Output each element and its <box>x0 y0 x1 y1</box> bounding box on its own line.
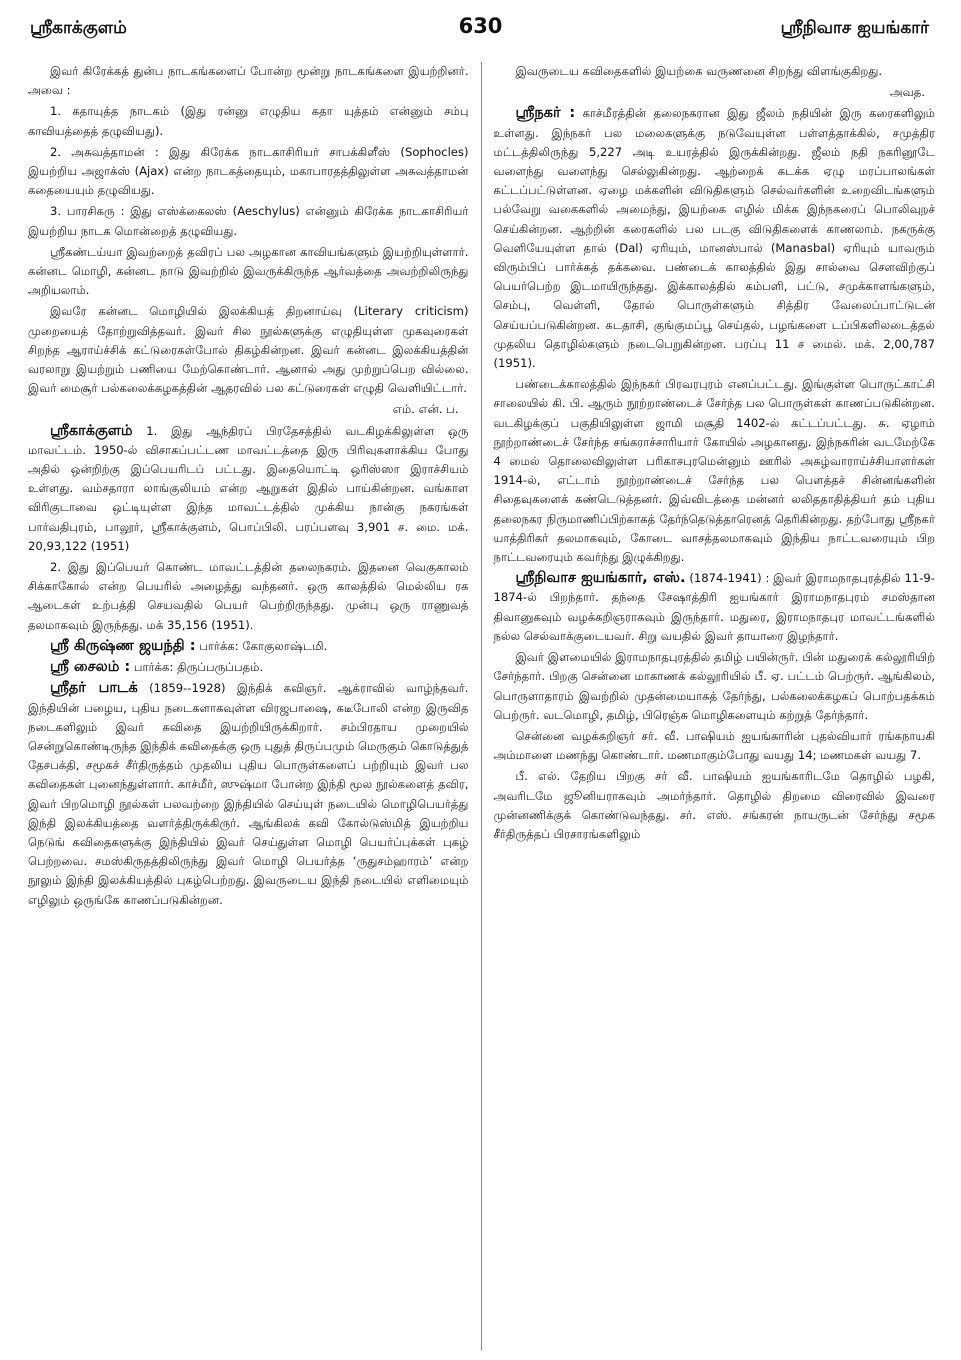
entry-headword: ஸ்ரீ கிருஷ்ண ஜயந்தி : <box>50 637 196 654</box>
entry-paragraph <box>494 569 936 646</box>
paragraph-text: 2. அசுவத்தாமன் : இது கிரேக்க நாடகாசிரியர் சாபக்கிளீஸ் (Sophocles) இயற்றிய அஜாக்ஸ் (Ajax) என்ற நாடகத்தையும், மகாபாரதத்திலுள்ள அசுவத்தாமன் கதையையும் தழுவியது. <box>28 144 469 198</box>
body-paragraph <box>28 202 469 240</box>
paragraph-text: பார்க்க: திருப்பருப்பதம். <box>130 660 264 675</box>
paragraph-text: ஸ்ரீகண்டய்யா இவற்றைத் தவிரப் பல அழகான காவியங்களும் இயற்றியுள்ளார். கன்னட மொழி, கன்னட நாடு இவற்றில் இவருக்கிருந்த ஆர்வத்தை அவற்றிலிருந்து அறியலாம். <box>28 244 469 298</box>
header-left-keyword: ஸ்ரீகாக்குளம் <box>30 18 127 38</box>
text-columns <box>28 62 935 1350</box>
entry-paragraph <box>28 658 469 677</box>
body-paragraph <box>28 558 469 635</box>
entry-headword: ஸ்ரீகாக்குளம் <box>50 422 133 439</box>
body-paragraph <box>28 143 469 201</box>
paragraph-text: சென்னை வழக்கறிஞர் சர். வீ. பாஷியம் ஐயங்காரின் புதல்வியார் ரங்கநாயகி அம்மாளை மணந்து கொண்டார். மணமாகும்போது வயது 14; மணமகள் வயது 7. <box>493 728 935 763</box>
entry-paragraph <box>28 422 469 556</box>
author-signature <box>28 400 469 419</box>
page-header <box>22 14 939 48</box>
right-column <box>482 62 936 1350</box>
paragraph-text: இவர் இளமையில் இராமநாதபுரத்தில் தமிழ் பயின்ருர். பின் மதுரைக் கல்லூரியிற் சேர்ந்தார். பிறகு சென்னை மாகாணக் கல்லூரியில் பீ. ஏ. பட்டம் பெற்ருர். ஆங்கிலம், பொருளாதாரம் இவற்றில் முதன்மையாகத் தேர்ந்து, பல்கலைக்கழகப் பொற்பதக்கம் பெற்ருர். வடமொழி, தமிழ், பிரெஞ்சு மொழிகளையும் கற்றுத் தேர்ந்தார். <box>493 650 935 722</box>
body-paragraph <box>494 727 936 765</box>
body-paragraph <box>28 62 469 100</box>
body-paragraph <box>28 243 469 301</box>
left-column <box>28 62 482 1350</box>
paragraph-text: காச்மீரத்தின் தலைநகரான இது ஜீலம் நதியின் இரு கரைகளிலும் உள்ளது. இந்நகர் பல மலைகளுக்கு நடுவேயுள்ள பள்ளத்தாக்கில், சமுத்திர மட்டத்திலிருந்து 5,227 அடி உயரத்தில் இருக்கின்றது. ஜீலம் நதி நகரினூடே வளைந்து வளைந்து செல்லுகின்றது. ஆற்றைக் கடக்க ஏழு மரப்பாலங்கள் கட்டப்பட்டுள்ளன. ஏழை மக்களின் விடுதிகளும் செல்வர்களின் உறைவிடங்களும் பல்வேறு வகைகளில் அமைந்து, இயற்கை எழில் மிக்க இந்நகரைப் பொலிவுறச் செய்கின்றன. ஆற்றின் கரைகளில் பல படகு விடுதிகளைக் காணலாம். நகருக்கு வெளியேயுள்ள தால் (Dal) ஏரியும், மானஸ்பால் (Manasbal) ஏரியும் யாவரும் விரும்பிப் பார்க்கத் தக்கவை. பண்டைக் காலத்தில் இது சால்வை செளவிற்குப் பெயர்பெற்ற இடமாயிருந்தது. இக்காலத்தில் கம்பளி, பட்டு, சமுக்காளங்களும், செம்பு, வெள்ளி, தோல் பொருள்களும் சித்திர வேலைப்பாட்டுடன் செய்யப்படுகின்றன. கடதாசி, குங்குமப்பூ செய்தல், பழங்களை டப்பிகளிலடைத்தல் முதலிய தொழில்களும் நடைபெறுகின்றன. பரப்பு 11 ச மைல். மக். 2,00,787 (1951). <box>493 106 935 371</box>
paragraph-text: பார்க்க: கோகுலாஷ்டமி. <box>195 638 328 653</box>
body-paragraph <box>494 62 936 81</box>
paragraph-text: (1859--1928) இந்திக் கவிஞர். ஆக்ராவில் வாழ்ந்தவர். இந்தியின் பழைய, புதிய நடைகளாகவுள்ள விரஜபாஷை, கடீபோலி என்ற இருவித நடைகளிலும் இவர் கவிதை இயற்றியிருக்கிறார். சம்பிரதாய முறையில் சென்றுகொண்டிருந்த இந்திக் கவிதைக்கு ஒரு புதுத் திருப்பமும் மெருகும் கொடுத்துத் தேசபக்தி, சமூகச் சீர்திருத்தம் முதலிய புதிய பொருள்களைப் பற்றியும் இவர் பல கவிதைகள் புனைந்துள்ளார். காச்மீர், ஸுஷ்மா போன்ற இந்தி மூல நூல்களைத் தவிர, இவர் பிறமொழி நூல்கள் பலவற்றை இந்தியில் செய்யுள் நடையில் மொழிபெயர்த்து இந்தி இலக்கியத்தை வளர்த்திருக்கிருர். ஆங்கிலக் கவி கோல்டுஸ்மித் இயற்றிய நெடுங் கவிதைகளுக்கு இந்தியில் இவர் செய்துள்ள மொழி பெயர்ப்புக்கள் புகழ் பெற்றவை. சமஸ்கிருதத்திலிருந்து இவர் மொழி பெயர்த்த ‘ருதுசம்ஹாரம்’ என்ற நூலும் இந்தி இலக்கியத்தில் புகழ்பெற்றது. இவருடைய இந்தி நடையில் எளிமையும் எழிலும் ஒருங்கே காணப்படுகின்றன. <box>28 681 469 907</box>
body-paragraph <box>28 102 469 140</box>
paragraph-text: எம். என். ப. <box>392 402 459 417</box>
paragraph-text: அவத. <box>889 85 925 100</box>
entry-headword: ஸ்ரீ சைலம் : <box>50 659 131 676</box>
paragraph-text: பீ. எல். தேறிய பிறகு சர் வீ. பாஷியம் ஐயங்காரிடமே தொழில் பழகி, அவரிடமே ஜூனியராகவும் அமர்ந்தார். தொழில் திறமை விரைவில் இவரை முன்னணிக்குக் கொண்டுவந்தது. சர். எஸ். சங்கரன் நாயருடன் சேர்ந்து சமூக சீர்திருத்தப் பிரசாரங்களிலும் <box>493 769 935 841</box>
paragraph-text: 3. பாரசிகரு : இது எஸ்க்கைலஸ் (Aeschylus) என்னும் கிரேக்க நாடகாசிரியர் இயற்றிய நாடக மொன்றைத் தழுவியது. <box>28 204 469 238</box>
paragraph-text: பண்டைக்காலத்தில் இந்நகர் பிரவரபுரம் எனப்பட்டது. இங்குள்ள பொருட்காட்சி சாலையில் கி. பி. ஆரும் நூற்றாண்டைச் சேர்ந்த பல பொருள்கள் காணப்படுகின்றன. வடகிழக்குப் பகுதியிலுள்ள ஜாமி மசூதி 1402-ல் கட்டப்பட்டது. சு. ஏழாம் நூற்றாண்டைச் சேர்ந்த சங்கராச்சாரியார் கோயில் அழகானது. இந்நகரின் வடமேற்கே 4 மைல் தொலைவிலுள்ள பரிகாசபுரமென்னும் ஊரில் அகழ்வாராய்ச்சியாளர்கள் 1914-ல், எட்டாம் நூற்றாண்டைச் சேர்ந்த பல பௌத்தச் சின்னங்களின் சிதைவுகளைக் கண்டெடுத்தனர். இவ்விடத்தை மன்னர் லலிததாதித்தியர் தம் புதிய தலைநகர நிருமாணிப்பிற்காகத் தேர்ந்தெடுத்தாரெனத் தெரிகின்றது. தற்போது ஸ்ரீநகர் யாத்திரிகர் தலமாகவும், கோடை வாசத்தலமாகவும் இந்திய நாட்டவரையும் பிற நாட்டவரையும் கவர்ந்து இழுக்கிறது. <box>493 377 935 565</box>
author-signature <box>494 83 936 102</box>
body-paragraph <box>28 302 469 398</box>
body-paragraph <box>494 648 936 725</box>
entry-paragraph <box>28 679 469 909</box>
header-right-keyword: ஸ்ரீநிவாச ஐயங்கார் <box>780 18 929 38</box>
paragraph-text: இவர் கிரேக்கத் துன்ப நாடகங்களைப் போன்ற மூன்று நாடகங்களை இயற்றினர். அவை : <box>28 64 469 98</box>
entry-headword: ஸ்ரீநிவாச ஐயங்கார், எஸ். <box>515 570 686 587</box>
paragraph-text: 1. இது ஆந்திரப் பிரதேசத்தில் வடகிழக்கிலுள்ள ஒரு மாவட்டம். 1950-ல் விசாகப்பட்டண மாவட்டத்தை இரு பிரிவுகளாக்கிய போது அதில் ஒன்றிற்கு இப்பெயரிடப் பட்டது. இதையொட்டி ஒரிஸ்ஸா இராச்சியம் உள்ளது. வம்சதாரா லாங்குலியம் என்ற ஆறுகள் இதில் பாய்கின்றன. வங்காள விரிகுடாவை ஒட்டியுள்ள இந்த மாவட்டத்தில் முக்கிய நான்கு நகரங்கள் பார்வதிபுரம், பாலூர், ஸ்ரீகாக்குளம், பொப்பிலி. பரப்பளவு 3,901 ச. மை. மக். 20,93,122 (1951) <box>28 423 469 553</box>
entry-headword: ஸ்ரீநகர் : <box>515 105 576 122</box>
entry-paragraph <box>494 104 936 373</box>
paragraph-text: 1. கதாயுத்த நாடகம் (இது ரன்னு எழுதிய கதா யுத்தம் என்னும் சம்பு காவியத்தைத் தழுவியது). <box>28 104 469 138</box>
body-paragraph <box>494 767 936 844</box>
page-number: 630 <box>458 14 503 38</box>
entry-paragraph <box>28 637 469 656</box>
body-paragraph <box>494 375 936 567</box>
paragraph-text: இவரே கன்னட மொழியில் இலக்கியத் திறனாய்வு (Literary criticism) முறையைத் தோற்றுவித்தவர். இவர் சில நூல்களுக்கு எழுதியுள்ள முகவுரைகள் சிறந்த ஆராய்ச்சிக் கட்டுரைகள்போல் திகழ்கின்றன. இவர் கன்னட இலக்கியத்தின் வரலாறு இயற்றும் பணியை மேற்கொண்டார். ஆனால் அது முற்றுப்பெற வில்லை. இவர் மைசூர் பல்கலைக்கழகத்தின் ஆதரவில் பல கட்டுரைகள் எழுதி வெளியிட்டார். <box>28 304 469 396</box>
paragraph-text: (1874-1941) : இவர் இராமநாதபுரத்தில் 11-9-1874-ல் பிறந்தார். தந்தை சேஷாத்திரி ஐயங்கார் இராமநாதபுரம் சமஸ்தான திவானுகவும் வழக்கறிஞராகவும் இருந்தார். மதுரை, இராமநாதபுர மாவட்டங்களில் நல்ல செல்வாக்குடையவர். சிறு வயதில் இவர் தாயாரை இழந்தார். <box>493 571 935 643</box>
paragraph-text: 2. இது இப்பெயர் கொண்ட மாவட்டத்தின் தலைநகரம். இதனை வெகுகாலம் சிக்காகோல் என்ற பெயரில் அழைத்து வந்தனர். ஒரு காலத்தில் மெல்லிய ரக ஆடைகள் உற்பத்தி செயவதில் பெயர் பெற்றிருந்தது. முன்பு ஒரு ராணுவத் தலமாகவும் இருந்தது. மக் 35,156 (1951). <box>28 560 469 632</box>
entry-headword: ஸ்ரீதர் பாடக் <box>50 680 138 697</box>
paragraph-text: இவருடைய கவிதைகளில் இயற்கை வருணனை சிறந்து விளங்குகிறது. <box>515 64 883 78</box>
